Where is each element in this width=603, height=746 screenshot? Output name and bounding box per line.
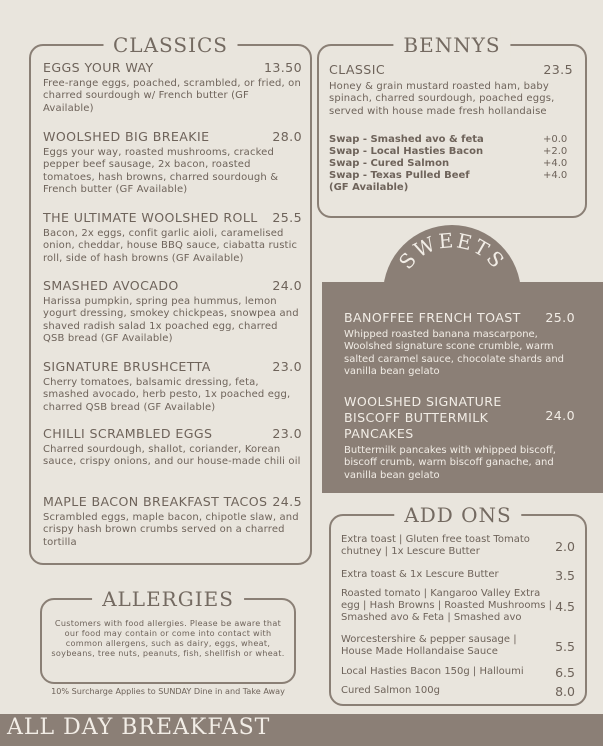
item-description: Charred sourdough, shallot, coriander, Korean sauce, crispy onions, and our house-made chili oil	[43, 444, 301, 468]
item-price: 25.0	[545, 310, 575, 325]
addon-price: 8.0	[555, 684, 575, 699]
menu-item	[329, 62, 573, 118]
item-description: Free-range eggs, poached, scrambled, or fried, on charred sourdough w/ French butter (GF Available)	[43, 78, 301, 114]
item-name: WOOLSHED SIGNATURE BISCOFF BUTTERMILK PANCAKES	[344, 394, 502, 441]
addon-price: 3.5	[555, 568, 575, 583]
swap-row	[329, 134, 573, 146]
addon-text: Extra toast & 1x Lescure Butter	[341, 569, 499, 581]
swap-price: +2.0	[543, 146, 568, 157]
item-description: Harissa pumpkin, spring pea hummus, lemon yogurt dressing, smokey chickpeas, snowpea and shaved radish salad 1x poached egg, charred QSB bread (GF Available)	[43, 296, 299, 344]
addon-text: Cured Salmon 100g	[341, 685, 440, 697]
sweets-title: SWEETS	[393, 228, 511, 274]
allergies-text: Customers with food allergies. Please be aware that our food may contain or come into contact with common allergens, such as dairy, eggs, wheat, soybeans, tree nuts, peanuts, fish, shellfish or wheat.	[51, 618, 285, 658]
item-price: 23.5	[543, 62, 573, 77]
menu-item	[43, 129, 302, 196]
gf-note: (GF Available)	[329, 182, 409, 193]
item-price: 24.0	[272, 278, 302, 293]
item-description: Whipped roasted banana mascarpone, Woolshed signature scone crumble, warm salted caramel sauce, chocolate shards and vanilla bean gelato	[344, 329, 565, 378]
svg-text:SWEETS	[394, 228, 510, 274]
menu-item	[344, 310, 575, 379]
swap-list	[329, 134, 573, 194]
addon-row	[341, 634, 575, 658]
addon-price: 5.5	[555, 638, 575, 654]
menu-item	[43, 278, 302, 345]
addons-section	[329, 503, 587, 706]
item-price: 24.0	[545, 408, 575, 423]
menu-item	[43, 359, 302, 414]
item-description: Cherry tomatoes, balsamic dressing, feta, smashed avocado, herb pesto, 1x poached egg, charred QSB bread (GF Available)	[43, 377, 291, 413]
item-name: MAPLE BACON BREAKFAST TACOS	[43, 494, 268, 509]
surcharge-note: 10% Surcharge Applies to SUNDAY Dine in and Take Away	[51, 686, 285, 696]
addon-price: 2.0	[555, 538, 575, 554]
addon-row	[341, 684, 575, 699]
item-price: 23.0	[272, 426, 302, 441]
addon-text: Extra toast | Gluten free toast Tomato chutney | 1x Lescure Butter	[341, 534, 530, 558]
classics-section	[29, 33, 312, 565]
item-name: SIGNATURE BRUSHCETTA	[43, 359, 211, 374]
item-name: CLASSIC	[329, 62, 386, 77]
item-price: 23.0	[272, 359, 302, 374]
swap-row	[329, 170, 573, 182]
menu-item	[43, 426, 302, 469]
item-price: 25.5	[272, 210, 302, 225]
item-price: 24.5	[272, 494, 302, 509]
item-name: SMASHED AVOCADO	[43, 278, 179, 293]
addon-row	[341, 534, 575, 558]
item-name: WOOLSHED BIG BREAKIE	[43, 129, 210, 144]
allergies-section	[40, 587, 296, 684]
item-name: EGGS YOUR WAY	[43, 60, 154, 75]
swap-label: Swap - Cured Salmon	[329, 158, 450, 169]
addon-text: Local Hasties Bacon 150g | Halloumi	[341, 666, 524, 678]
footer-title: ALL DAY BREAKFAST	[7, 715, 271, 740]
swap-label: Swap - Local Hasties Bacon	[329, 146, 484, 157]
swap-row	[329, 158, 573, 170]
swap-row	[329, 146, 573, 158]
menu-item	[344, 394, 575, 482]
swap-price: +0.0	[543, 134, 568, 145]
menu-item	[43, 494, 302, 549]
swap-price: +4.0	[543, 170, 568, 181]
item-description: Honey & grain mustard roasted ham, baby spinach, charred sourdough, poached eggs, served with house made fresh hollandaise	[329, 81, 555, 117]
swap-label: Swap - Texas Pulled Beef	[329, 170, 470, 181]
bennys-title: BENNYS	[393, 32, 510, 58]
menu-item	[43, 60, 302, 115]
item-price: 28.0	[272, 129, 302, 144]
swap-label: Swap - Smashed avo & feta	[329, 134, 484, 145]
bennys-section	[317, 33, 587, 218]
item-description: Eggs your way, roasted mushrooms, cracked pepper beef sausage, 2x bacon, roasted tomatoes, hash browns, charred sourdough & French butter (GF Available)	[43, 147, 279, 195]
item-name: BANOFFEE FRENCH TOAST	[344, 310, 521, 325]
item-name: THE ULTIMATE WOOLSHED ROLL	[43, 210, 258, 225]
addon-text: Worcestershire & pepper sausage | House Made Hollandaise Sauce	[341, 634, 517, 658]
item-price: 13.50	[263, 60, 302, 75]
item-name: CHILLI SCRAMBLED EGGS	[43, 426, 213, 441]
addon-price: 6.5	[555, 665, 575, 680]
item-description: Scrambled eggs, maple bacon, chipotle slaw, and crispy hash brown crumbs served on a charred tortilla	[43, 512, 299, 548]
addon-row	[341, 588, 575, 625]
footer-bar	[0, 714, 603, 746]
item-description: Bacon, 2x eggs, confit garlic aioli, caramelised onion, cheddar, house BBQ sauce, ciabatta rustic roll, side of hash browns (GF Available)	[43, 228, 298, 264]
swap-price: +4.0	[543, 158, 568, 169]
sweets-section	[322, 282, 603, 493]
addon-text: Roasted tomato | Kangaroo Valley Extra egg | Hash Browns | Roasted Mushrooms | Smashed avo & Feta | Smashed avo	[341, 588, 552, 624]
menu-item	[43, 210, 302, 265]
addon-row	[341, 665, 575, 680]
item-description: Buttermilk pancakes with whipped biscoff, biscoff crumb, warm biscoff ganache, and vanilla bean gelato	[344, 445, 556, 481]
addon-price: 4.5	[555, 598, 575, 614]
addon-row	[341, 568, 575, 583]
addons-title: ADD ONS	[394, 502, 521, 528]
classics-title: CLASSICS	[103, 32, 238, 58]
allergies-title: ALLERGIES	[92, 586, 244, 612]
